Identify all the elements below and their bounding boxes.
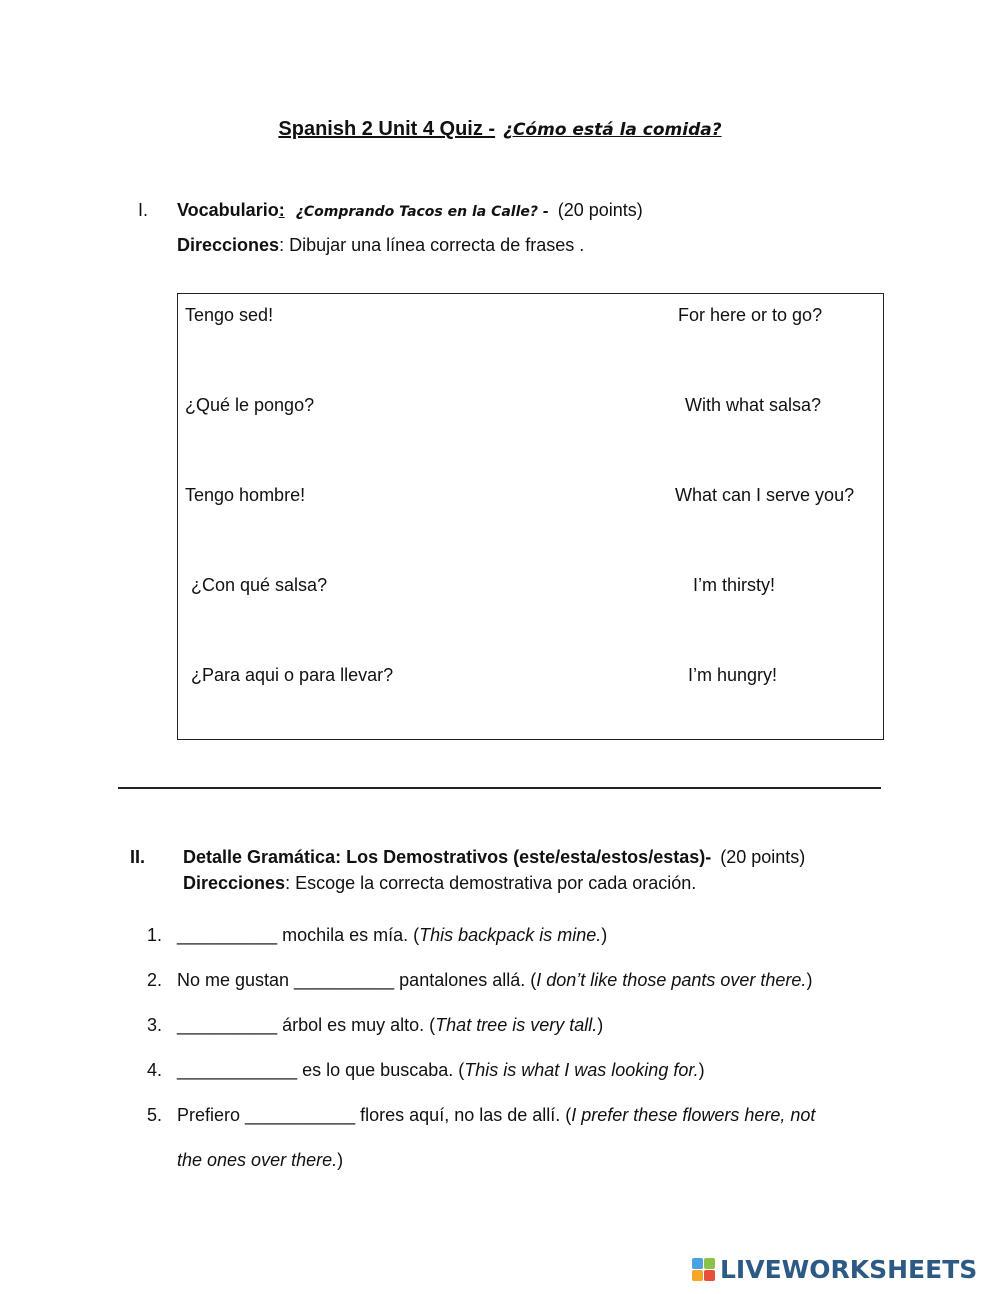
match-right-3[interactable]: What can I serve you? [675, 485, 855, 505]
logo-tile [692, 1258, 703, 1269]
section2-heading-line [183, 847, 805, 868]
section2-directions [183, 873, 696, 894]
question-number: 1. [147, 925, 163, 945]
section1-heading-line [177, 200, 643, 221]
matching-box [177, 293, 884, 740]
section2-points: (20 points) [720, 847, 806, 867]
logo-tile [704, 1258, 715, 1269]
question-close: ) [337, 1150, 344, 1170]
section2-numeral: II. [130, 847, 146, 867]
match-left-1[interactable]: Tengo sed! [185, 305, 274, 325]
question-translation: I don’t like those pants over there. [536, 970, 807, 990]
match-right-2[interactable]: With what salsa? [685, 395, 822, 415]
question-translation: I prefer these flowers here, not [571, 1105, 816, 1125]
directions-label: Direcciones [177, 235, 280, 255]
question-number: 3. [147, 1015, 163, 1035]
page-title [0, 118, 1000, 141]
question-translation-cont: the ones over there. [177, 1150, 338, 1170]
question-close: ) [698, 1060, 705, 1080]
logo-text: LIVEWORKSHEETS [720, 1254, 978, 1284]
question-text: Prefiero ___________ flores aquí, no las de allí. ( [177, 1105, 572, 1125]
match-left-5[interactable]: ¿Para aqui o para llevar? [191, 665, 394, 685]
logo-mark-icon [692, 1256, 718, 1282]
directions-label-2: Direcciones [183, 873, 286, 893]
section1-points: (20 points) [557, 200, 643, 220]
question-text: __________ árbol es muy alto. ( [177, 1015, 436, 1035]
question-2[interactable] [177, 970, 812, 991]
question-number: 5. [147, 1105, 163, 1125]
match-right-5[interactable]: I’m hungry! [688, 665, 778, 685]
section2-heading: Detalle Gramática: Los Demostrativos (este/esta/estos/estas)- [183, 847, 712, 867]
directions-text-2: : Escoge la correcta demostrativa por cada oración. [285, 873, 697, 893]
section1-directions [177, 235, 584, 256]
match-right-4[interactable]: I’m thirsty! [693, 575, 776, 595]
logo-tile [704, 1270, 715, 1281]
quiz-subtitle: ¿Cómo está la comida? [503, 120, 722, 140]
question-1[interactable] [177, 925, 607, 946]
question-text: ____________ es lo que buscaba. ( [177, 1060, 465, 1080]
question-text: __________ mochila es mía. ( [177, 925, 420, 945]
match-left-3[interactable]: Tengo hombre! [185, 485, 306, 505]
liveworksheets-logo [692, 1254, 977, 1284]
question-text: No me gustan __________ pantalones allá. ( [177, 970, 537, 990]
logo-tile [692, 1270, 703, 1281]
section1-subtitle: ¿Comprando Tacos en la Calle? - [295, 204, 549, 220]
question-translation: That tree is very tall. [435, 1015, 598, 1035]
question-number: 4. [147, 1060, 163, 1080]
match-right-1[interactable]: For here or to go? [678, 305, 823, 325]
section1-heading: Vocabulario [177, 200, 279, 220]
match-left-4[interactable]: ¿Con qué salsa? [191, 575, 328, 595]
match-left-2[interactable]: ¿Qué le pongo? [185, 395, 315, 415]
question-translation: This is what I was looking for. [464, 1060, 699, 1080]
question-translation: This backpack is mine. [419, 925, 602, 945]
question-5-cont [177, 1150, 343, 1171]
question-5[interactable] [177, 1105, 815, 1126]
question-number: 2. [147, 970, 163, 990]
question-close: ) [806, 970, 813, 990]
quiz-title: Spanish 2 Unit 4 Quiz - [278, 118, 496, 140]
question-close: ) [601, 925, 608, 945]
section1-numeral: I. [138, 200, 149, 220]
question-close: ) [597, 1015, 604, 1035]
question-4[interactable] [177, 1060, 705, 1081]
section1-colon: : [278, 200, 285, 220]
section-divider [118, 787, 881, 789]
question-3[interactable] [177, 1015, 603, 1036]
directions-text: : Dibujar una línea correcta de frases . [279, 235, 585, 255]
